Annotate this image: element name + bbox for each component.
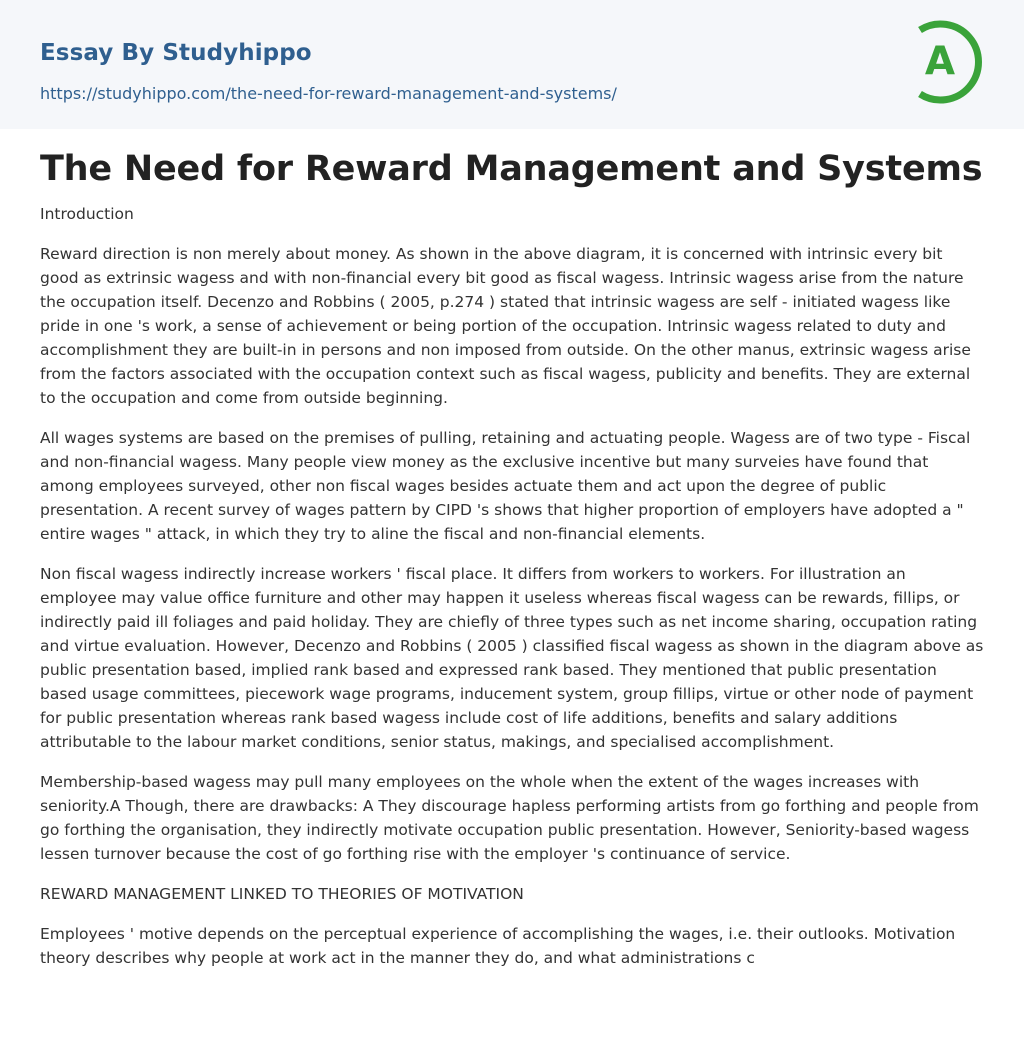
page-header — [0, 0, 1024, 129]
paragraph-introduction: Introduction — [40, 205, 134, 223]
paragraph-employees-motive: Employees ' motive depends on the perceptual experience of accomplishing the wages, i.e. their outlooks. Motivation theory describes why people at work act in the manner they do, and what administrations c — [40, 925, 956, 967]
paragraph-reward-direction: Reward direction is non merely about money. As shown in the above diagram, it is concerned with intrinsic every bit good as extrinsic wagess and with non-financial every bit good as fiscal wagess. Intrinsic wagess arise from the nature the occupation itself. Decenzo and Robbins ( 2005, p.274 ) stated that intrinsic wagess are self - initiated wagess like pride in one 's work, a sense of achievement or being portion of the occupation. Intrinsic wagess related to duty and accomplishment they are built-in in persons and non imposed from outside. On the other manus, extrinsic wagess arise from the factors associated with the occupation context such as fiscal wagess, publicity and benefits. They are external to the occupation and come from outside beginning. — [40, 245, 971, 407]
source-url-link[interactable]: https://studyhippo.com/the-need-for-reward-management-and-systems/ — [40, 84, 617, 103]
logo-letter: A — [924, 39, 956, 84]
studyhippo-logo-icon — [900, 17, 990, 107]
paragraph-membership-based: Membership-based wagess may pull many employees on the whole when the extent of the wages increases with seniority.A Though, there are drawbacks: A They discourage hapless performing artists from go forthing and people from go forthing the organisation, they indirectly motivate occupation public presentation. However, Seniority-based wagess lessen turnover because the cost of go forthing rise with the employer 's continuance of service. — [40, 773, 979, 863]
paragraph-wages-systems: All wages systems are based on the premises of pulling, retaining and actuating people. Wagess are of two type - Fiscal and non-financial wagess. Many people view money as the exclusive incentive but many surveies have found that among employees surveyed, other non fiscal wages besides actuate them and act upon the degree of public presentation. A recent survey of wages pattern by CIPD 's shows that higher proportion of employers have adopted a " entire wages " attack, in which they try to aline the fiscal and non-financial elements. — [40, 429, 971, 543]
paragraph-non-fiscal-wagess: Non fiscal wagess indirectly increase workers ' fiscal place. It differs from workers to workers. For illustration an employee may value office furniture and other may happen it useless whereas fiscal wagess can be rewards, fillips, or indirectly paid ill foliages and paid holiday. They are chiefly of three types such as net income sharing, occupation rating and virtue evaluation. However, Decenzo and Robbins ( 2005 ) classified fiscal wagess as shown in the diagram above as public presentation based, implied rank based and expressed rank based. They mentioned that public presentation based usage committees, piecework wage programs, inducement system, group fillips, virtue or other node of payment for public presentation whereas rank based wagess include cost of life additions, benefits and salary additions attributable to the labour market conditions, senior status, makings, and specialised accomplishment. — [40, 565, 984, 751]
article-body — [40, 189, 984, 970]
article-title: The Need for Reward Management and Systems — [40, 149, 983, 189]
section-heading-motivation: REWARD MANAGEMENT LINKED TO THEORIES OF MOTIVATION — [40, 885, 524, 903]
article — [0, 149, 1024, 970]
site-brand[interactable]: Essay By Studyhippo — [40, 40, 312, 66]
